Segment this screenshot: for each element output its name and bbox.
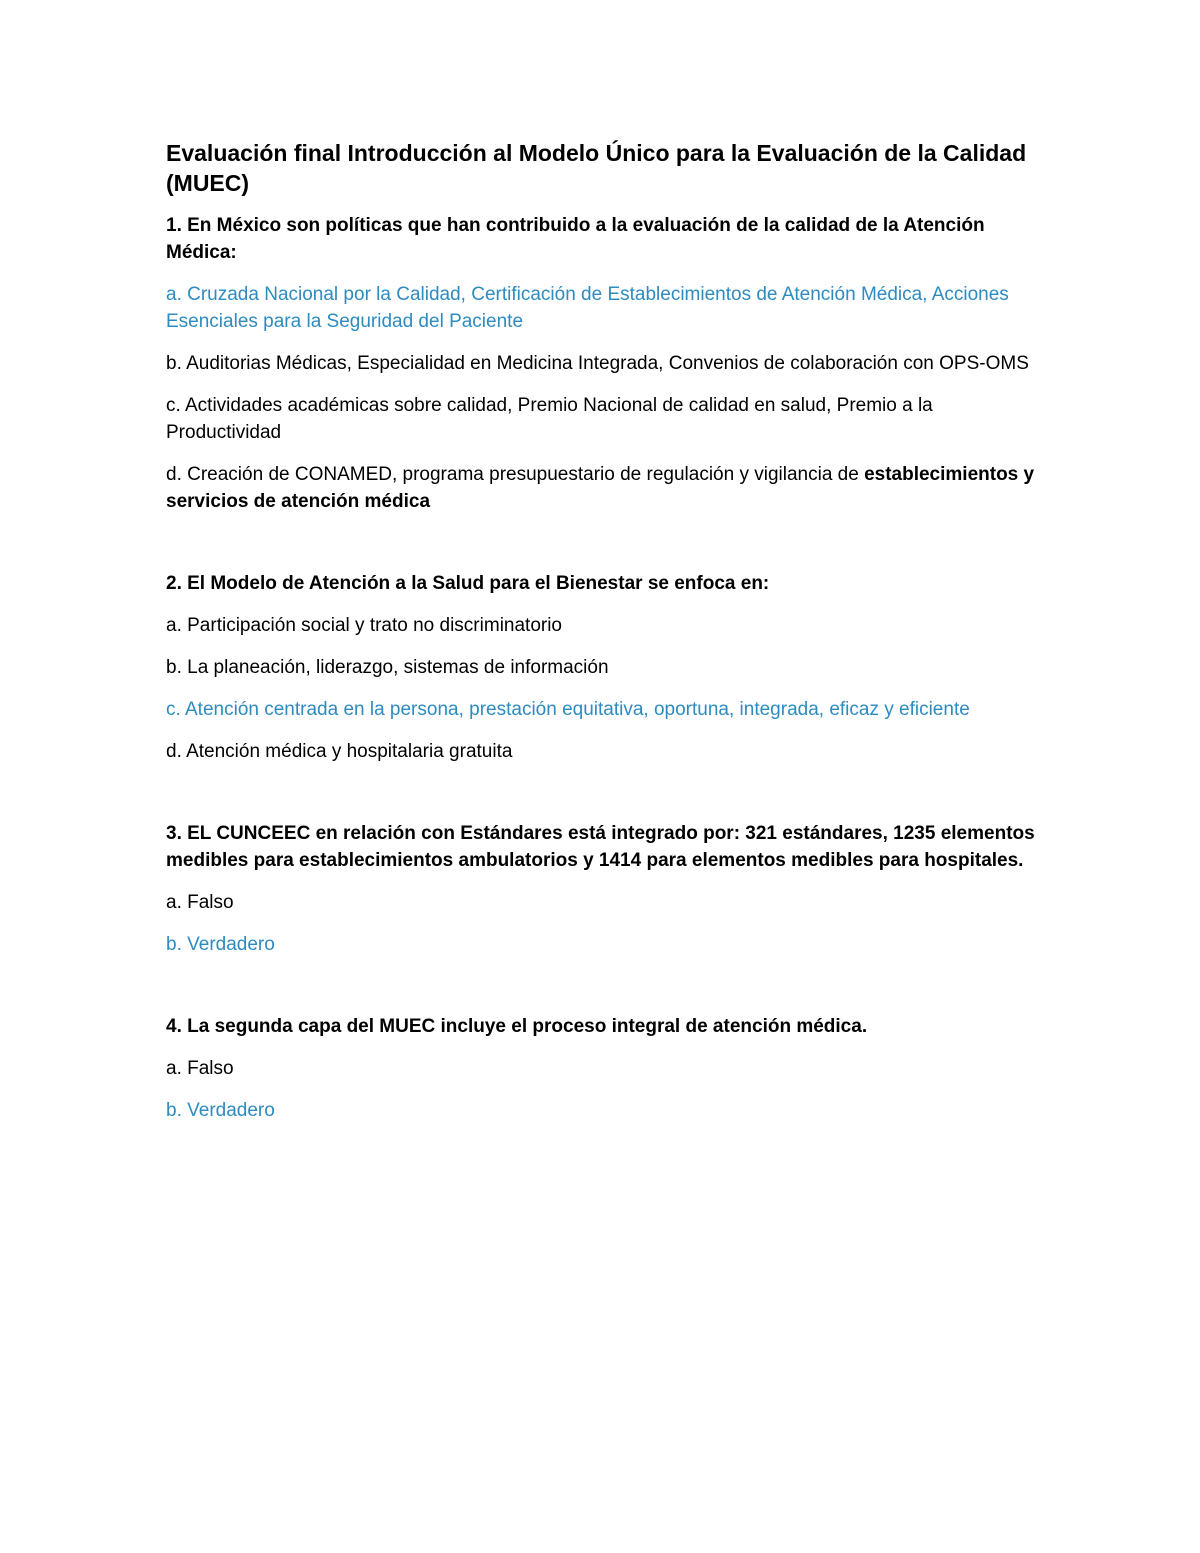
question-1-option-b: b. Auditorias Médicas, Especialidad en Medicina Integrada, Convenios de colaboración con OPS-OMS [166, 353, 1029, 374]
spacer [166, 530, 1036, 570]
question-2-option-a: a. Participación social y trato no discriminatorio [166, 615, 563, 636]
document-page [166, 138, 1036, 1139]
question-1-option-d-bold-text: establecimientos y servicios de atención médica [166, 464, 1035, 512]
document-title: Evaluación final Introducción al Modelo Único para la Evaluación de la Calidad (MUEC) [166, 140, 1027, 196]
question-1-option-d-text: d. Creación de CONAMED, programa presupuestario de regulación y vigilancia de [166, 464, 865, 485]
question-4-option-a: a. Falso [166, 1058, 234, 1079]
spacer [166, 973, 1036, 1013]
question-2-option-b: b. La planeación, liderazgo, sistemas de información [166, 657, 609, 678]
question-1-option-a: a. Cruzada Nacional por la Calidad, Certificación de Establecimientos de Atención Médica, Acciones Esenciales para la Seguridad del Paciente [166, 284, 1009, 332]
question-4: 4. La segunda capa del MUEC incluye el proceso integral de atención médica. [166, 1016, 868, 1037]
spacer [166, 780, 1036, 820]
question-3-option-a: a. Falso [166, 892, 234, 913]
question-1-option-d [166, 461, 1036, 515]
question-3: 3. EL CUNCEEC en relación con Estándares está integrado por: 321 estándares, 1235 elementos medibles para establecimientos ambulatorios y 1414 para elementos medibles para hospitales. [166, 823, 1035, 871]
question-1: 1. En México son políticas que han contribuido a la evaluación de la calidad de la Atención Médica: [166, 215, 985, 263]
question-2: 2. El Modelo de Atención a la Salud para el Bienestar se enfoca en: [166, 573, 770, 594]
question-1-option-c: c. Actividades académicas sobre calidad, Premio Nacional de calidad en salud, Premio a la Productividad [166, 395, 933, 443]
question-3-option-b: b. Verdadero [166, 934, 275, 955]
question-2-option-c: c. Atención centrada en la persona, prestación equitativa, oportuna, integrada, eficaz y eficiente [166, 699, 970, 720]
question-4-option-b: b. Verdadero [166, 1100, 275, 1121]
question-2-option-d: d. Atención médica y hospitalaria gratuita [166, 741, 513, 762]
